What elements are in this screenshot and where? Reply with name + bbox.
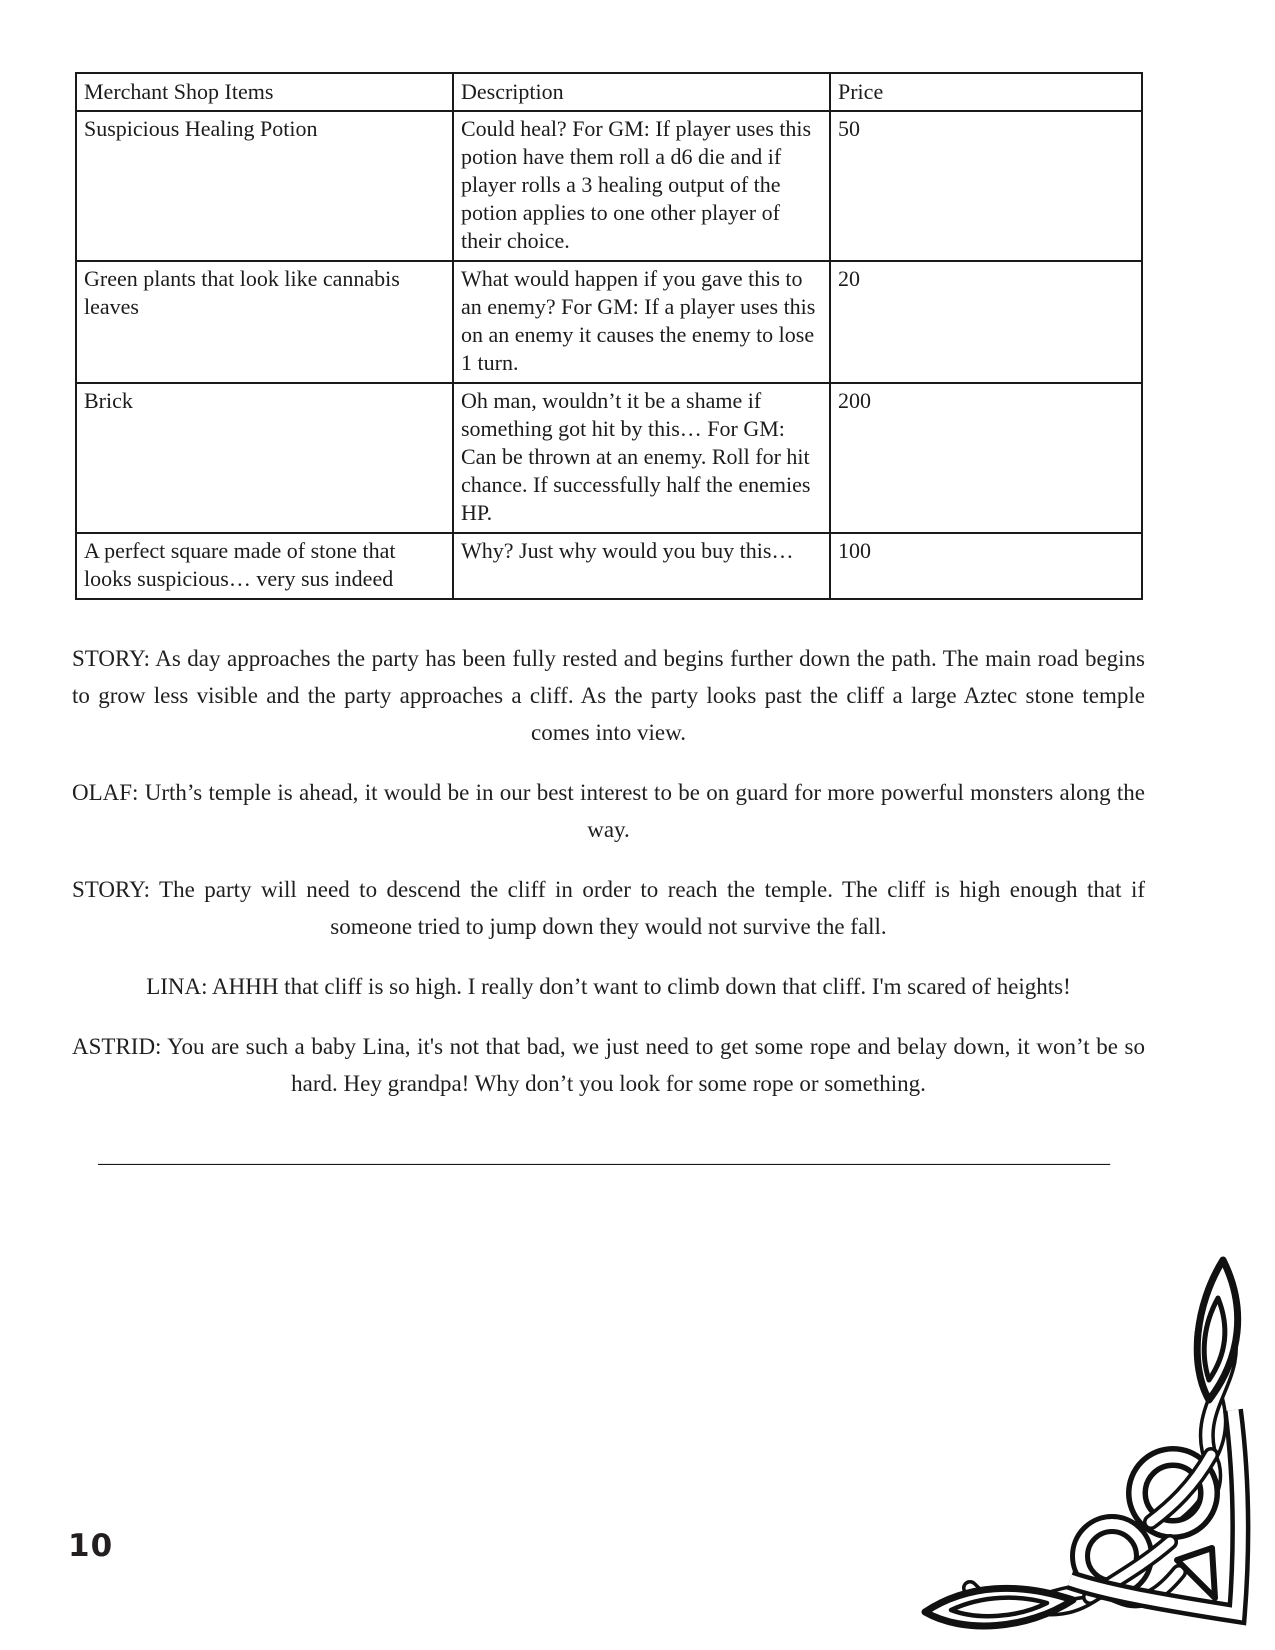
paragraph-lina: LINA: AHHH that cliff is so high. I really don’t want to climb down that cliff. I'm scared of heights!	[146, 974, 1071, 999]
paragraph-astrid: ASTRID: You are such a baby Lina, it's not that bad, we just need to get some rope and belay down, it won’t be so hard. Hey grandpa! Why don’t you look for some rope or something.	[72, 1034, 1145, 1096]
paragraph-story-2: STORY: The party will need to descend the cliff in order to reach the temple. The cliff is high enough that if someone tried to jump down they would not survive the fall.	[72, 877, 1145, 939]
celtic-knot-corner-icon	[915, 1250, 1255, 1650]
paragraph-story-1: STORY: As day approaches the party has been fully rested and begins further down the path. The main road begins to grow less visible and the party approaches a cliff. As the party looks past the cliff a large Aztec stone temple comes into view.	[72, 646, 1145, 745]
column-header-description: Description	[453, 73, 830, 111]
table-row	[76, 261, 1142, 383]
game-script	[72, 640, 1145, 1125]
item-cell: Green plants that look like cannabis leaves	[76, 261, 453, 383]
item-cell: Suspicious Healing Potion	[76, 111, 453, 261]
table-row	[76, 533, 1142, 599]
description-cell: What would happen if you gave this to an enemy? For GM: If a player uses this on an enemy it causes the enemy to lose 1 turn.	[453, 261, 830, 383]
description-cell: Why? Just why would you buy this…	[453, 533, 830, 599]
item-cell: Brick	[76, 383, 453, 533]
write-in-line: ____________________________________________________________________________________________	[98, 1142, 1110, 1167]
table-header-row	[76, 73, 1142, 111]
price-cell: 200	[830, 383, 1142, 533]
merchant-shop-table	[75, 72, 1143, 600]
paragraph-olaf: OLAF: Urth’s temple is ahead, it would be in our best interest to be on guard for more powerful monsters along the way.	[72, 780, 1145, 842]
description-cell: Could heal? For GM: If player uses this potion have them roll a d6 die and if player rolls a 3 healing output of the potion applies to one other player of their choice.	[453, 111, 830, 261]
item-cell: A perfect square made of stone that looks suspicious… very sus indeed	[76, 533, 453, 599]
page-number: 10	[68, 1528, 114, 1564]
description-cell: Oh man, wouldn’t it be a shame if something got hit by this… For GM: Can be thrown at an enemy. Roll for hit chance. If successfully half the enemies HP.	[453, 383, 830, 533]
price-cell: 20	[830, 261, 1142, 383]
price-cell: 50	[830, 111, 1142, 261]
table-row	[76, 111, 1142, 261]
table-row	[76, 383, 1142, 533]
price-cell: 100	[830, 533, 1142, 599]
column-header-price: Price	[830, 73, 1142, 111]
column-header-items: Merchant Shop Items	[76, 73, 453, 111]
